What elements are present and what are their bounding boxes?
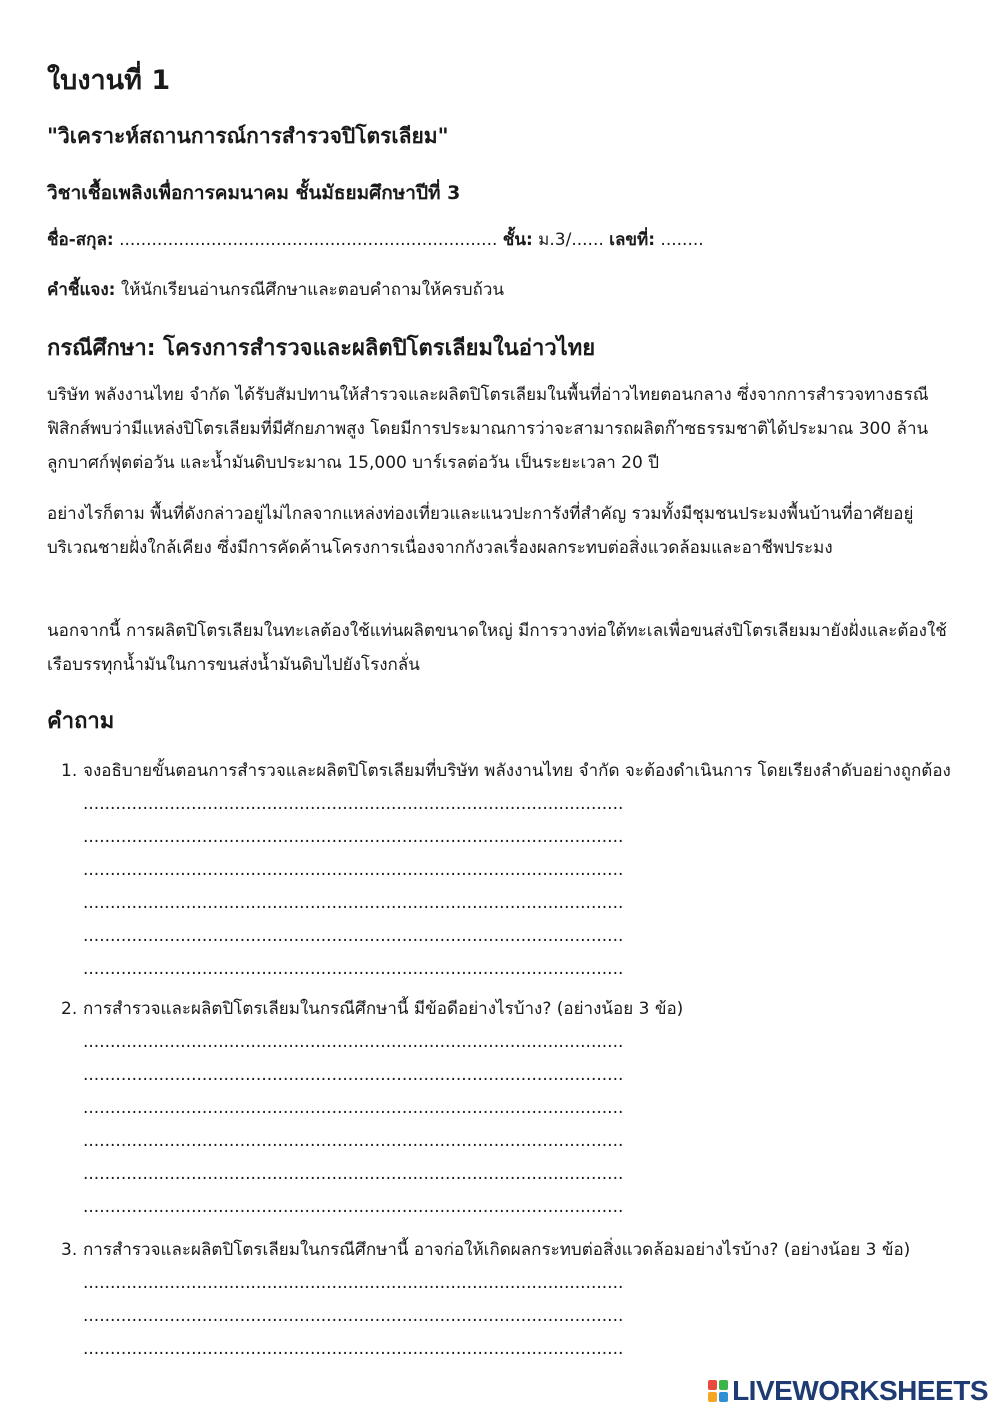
liveworksheets-icon (708, 1380, 728, 1402)
question-2 (61, 993, 952, 1224)
instructions-text: ให้นักเรียนอ่านกรณีศึกษาและตอบคำถามให้ครบถ้วน (120, 280, 505, 300)
answer-line[interactable]: .................................................................................................... (83, 1065, 624, 1085)
question-text: การสำรวจและผลิตปิโตรเลียมในกรณีศึกษานี้ มีข้อดีอย่างไรบ้าง? (อย่างน้อย 3 ข้อ) (83, 999, 684, 1019)
instructions (47, 276, 504, 303)
liveworksheets-logo (708, 1375, 988, 1407)
case-paragraph: นอกจากนี้ การผลิตปิโตรเลียมในทะเลต้องใช้แท่นผลิตขนาดใหญ่ มีการวางท่อใต้ทะเลเพื่อขนส่งปิโตรเลียมมายังฝั่งและต้องใช้เรือบรรทุกน้ำมันในการขนส่งน้ำมันดิบไปยังโรงกลั่น (47, 621, 947, 675)
class-value[interactable]: ม.3/...... (538, 230, 604, 250)
answer-line[interactable]: .................................................................................................... (83, 1032, 624, 1052)
answer-line[interactable]: .................................................................................................... (83, 1164, 624, 1184)
brand-name: LIVEWORKSHEETS (732, 1375, 988, 1406)
name-label: ชื่อ-สกุล: (47, 230, 114, 250)
worksheet-subtitle: "วิเคราะห์สถานการณ์การสำรวจปิโตรเลียม" (47, 124, 449, 148)
instructions-label: คำชี้แจง: (47, 280, 116, 300)
answer-line[interactable]: .................................................................................................... (83, 1339, 624, 1359)
question-number: 2. (61, 999, 78, 1019)
question-text: จงอธิบายขั้นตอนการสำรวจและผลิตปิโตรเลียมที่บริษัท พลังงานไทย จำกัด จะต้องดำเนินการ โดยเรียงลำดับอย่างถูกต้อง .................................................................................................... (83, 761, 951, 814)
number-label: เลขที่: (609, 230, 656, 250)
name-blank[interactable]: ...................................................................... (119, 230, 498, 250)
class-label: ชั้น: (502, 230, 533, 250)
answer-line[interactable]: .................................................................................................... (83, 893, 624, 913)
case-study-title: กรณีศึกษา: โครงการสำรวจและผลิตปิโตรเลียมในอ่าวไทย (47, 336, 596, 361)
case-paragraph: บริษัท พลังงานไทย จำกัด ได้รับสัมปทานให้สำรวจและผลิตปิโตรเลียมในพื้นที่อ่าวไทยตอนกลาง ซึ่งจากการสำรวจทางธรณีฟิสิกส์พบว่ามีแหล่งปิโตรเลียมที่มีศักยภาพสูง โดยมีการประมาณการว่าจะสามารถผลิตก๊าซธรรมชาติได้ประมาณ 300 ล้านลูกบาศก์ฟุตต่อวัน และน้ำมันดิบประมาณ 15,000 บาร์เรลต่อวัน เป็นระยะเวลา 20 ปี (47, 385, 929, 473)
answer-line[interactable]: .................................................................................................... (83, 959, 624, 979)
question-3 (61, 1234, 952, 1366)
answer-line[interactable]: .................................................................................................... (83, 1098, 624, 1118)
page-title: ใบงานที่ 1 (47, 65, 171, 96)
answer-line[interactable]: .................................................................................................... (83, 860, 624, 880)
question-1 (61, 755, 952, 986)
question-number: 1. (61, 761, 78, 781)
subject-line: วิชาเชื้อเพลิงเพื่อการคมนาคม ชั้นมัธยมศึกษาปีที่ 3 (47, 182, 461, 204)
answer-line[interactable]: .................................................................................................... (83, 1197, 624, 1217)
answer-line[interactable]: .................................................................................................... (83, 926, 624, 946)
answer-line[interactable]: .................................................................................................... (83, 1131, 624, 1151)
case-paragraph: อย่างไรก็ตาม พื้นที่ดังกล่าวอยู่ไม่ไกลจากแหล่งท่องเที่ยวและแนวปะการังที่สำคัญ รวมทั้งมีชุมชนประมงพื้นบ้านที่อาศัยอยู่บริเวณชายฝั่งใกล้เคียง ซึ่งมีการคัดค้านโครงการเนื่องจากกังวลเรื่องผลกระทบต่อสิ่งแวดล้อมและอาชีพประมง (47, 504, 914, 558)
question-number: 3. (61, 1240, 78, 1260)
question-text: การสำรวจและผลิตปิโตรเลียมในกรณีศึกษานี้ อาจก่อให้เกิดผลกระทบต่อสิ่งแวดล้อมอย่างไรบ้าง? (อย่างน้อย 3 ข้อ) .................................................................................................... (83, 1240, 911, 1293)
number-value[interactable]: ........ (660, 230, 704, 250)
answer-line[interactable]: .................................................................................................... (83, 1306, 624, 1326)
answer-line[interactable]: .................................................................................................... (83, 827, 624, 847)
student-info-line (47, 226, 704, 253)
questions-heading: คำถาม (47, 709, 115, 734)
